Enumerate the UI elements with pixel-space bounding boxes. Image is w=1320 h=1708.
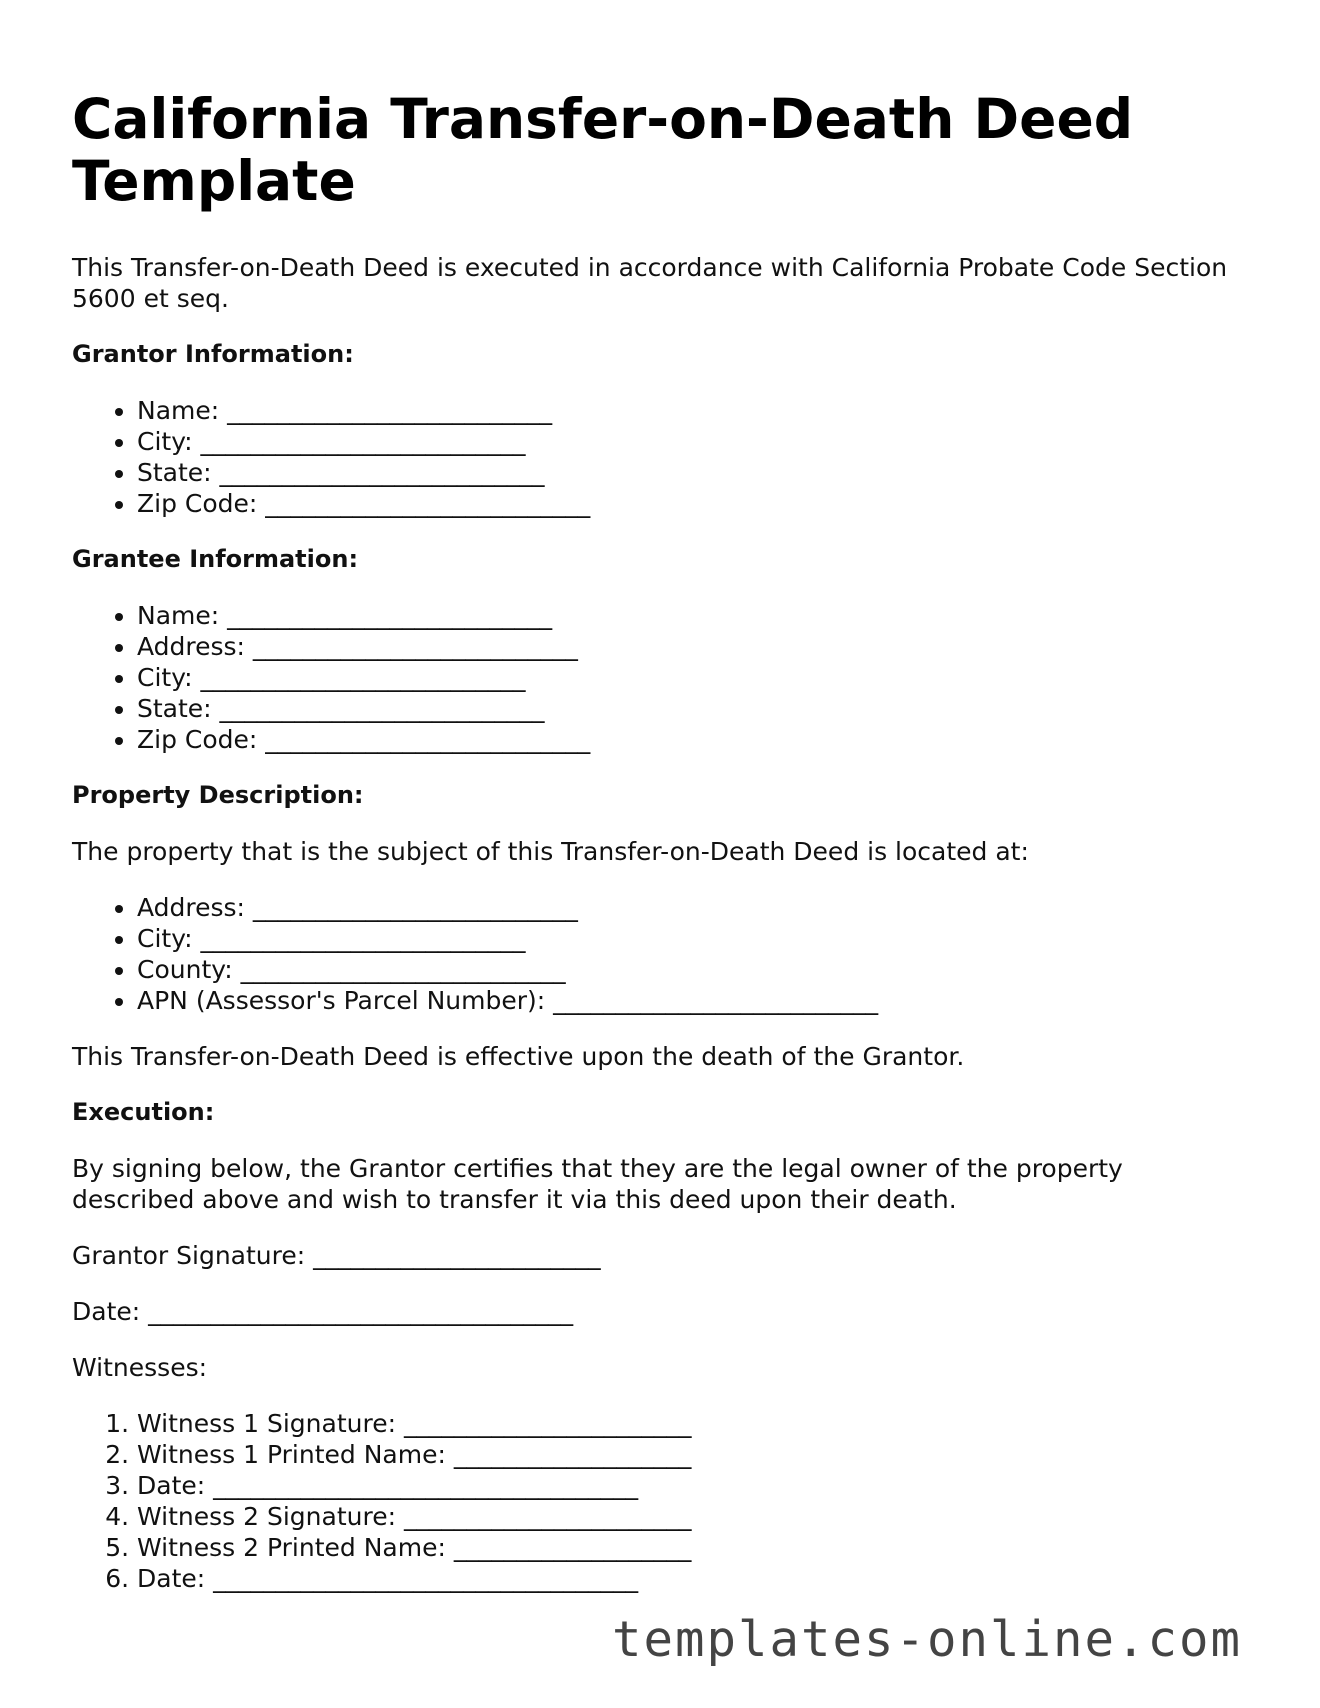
grantee-state-field: • State: __________________________: [137, 693, 1252, 724]
grantor-heading: Grantor Information:: [72, 340, 354, 368]
watermark: templates-online.com: [612, 1611, 1243, 1668]
grantee-heading: Grantee Information:: [72, 545, 359, 573]
grantor-name-field: • Name: __________________________: [137, 395, 1252, 426]
grantor-zip-field: • Zip Code: __________________________: [137, 488, 1252, 519]
property-heading: Property Description:: [72, 781, 364, 809]
property-intro: The property that is the subject of this Transfer-on-Death Deed is located at:: [72, 837, 1029, 866]
effective-statement: This Transfer-on-Death Deed is effective upon the death of the Grantor.: [72, 1042, 965, 1071]
witnesses-label: Witnesses:: [72, 1353, 208, 1382]
witness-list: [72, 1408, 1252, 1594]
property-list: [72, 892, 1252, 1016]
grantor-signature-line: Grantor Signature: _______________________: [72, 1241, 601, 1270]
grantee-address-field: • Address: __________________________: [137, 631, 1252, 662]
witness-1-signature-line: 1. Witness 1 Signature: _______________________: [137, 1408, 1252, 1439]
property-apn-field: • APN (Assessor's Parcel Number): __________________________: [137, 985, 1252, 1016]
property-city-field: • City: __________________________: [137, 923, 1252, 954]
grantor-list: [72, 395, 1252, 519]
grantee-zip-field: • Zip Code: __________________________: [137, 724, 1252, 755]
witness-2-date-line: 6. Date: __________________________________: [137, 1563, 1252, 1594]
property-county-field: • County: __________________________: [137, 954, 1252, 985]
witness-1-name-line: 2. Witness 1 Printed Name: ___________________: [137, 1439, 1252, 1470]
execution-heading: Execution:: [72, 1098, 215, 1126]
property-address-field: • Address: __________________________: [137, 892, 1252, 923]
intro-paragraph: This Transfer-on-Death Deed is executed in accordance with California Probate Code Section 5600 et seq.: [72, 253, 1228, 313]
grantee-list: [72, 600, 1252, 755]
witness-2-signature-line: 4. Witness 2 Signature: _______________________: [137, 1501, 1252, 1532]
page-title: California Transfer-on-Death Deed Template: [72, 87, 1134, 213]
witness-1-date-line: 3. Date: __________________________________: [137, 1470, 1252, 1501]
document-page: [72, 88, 1252, 1619]
execution-paragraph: By signing below, the Grantor certifies that they are the legal owner of the property described above and wish to transfer it via this deed upon their death.: [72, 1154, 1123, 1214]
execution-date-line: Date: __________________________________: [72, 1297, 574, 1326]
grantee-city-field: • City: __________________________: [137, 662, 1252, 693]
grantee-name-field: • Name: __________________________: [137, 600, 1252, 631]
grantor-city-field: • City: __________________________: [137, 426, 1252, 457]
witness-2-name-line: 5. Witness 2 Printed Name: ___________________: [137, 1532, 1252, 1563]
grantor-state-field: • State: __________________________: [137, 457, 1252, 488]
